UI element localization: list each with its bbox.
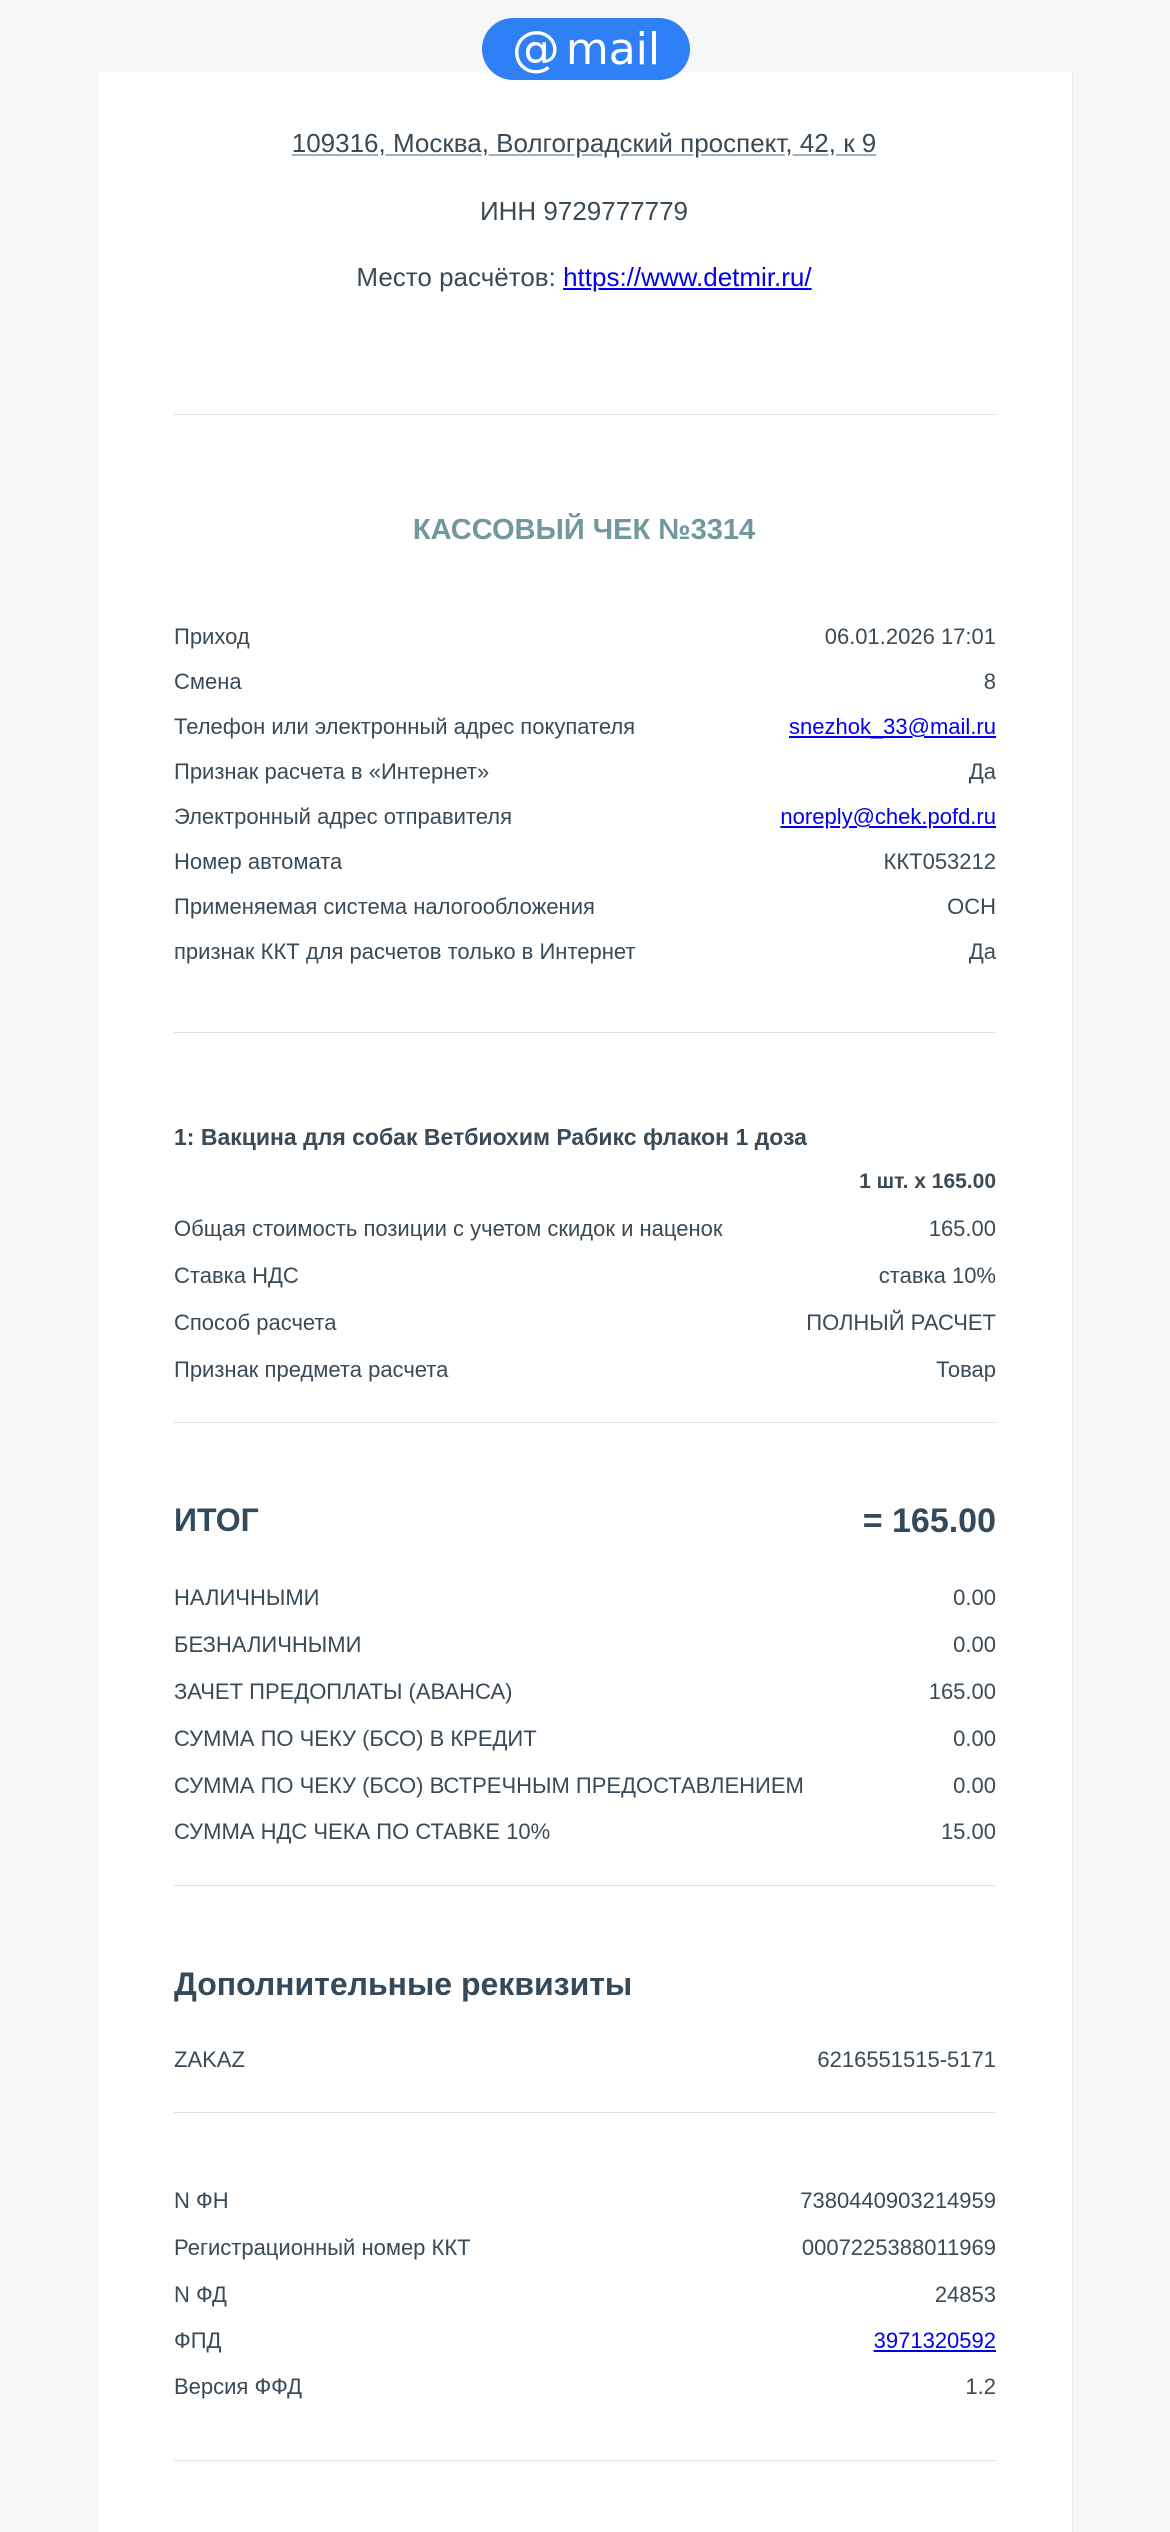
divider	[174, 1422, 996, 1423]
fiscal-value: 0007225388011969	[801, 2235, 996, 2260]
at-sign-icon: @	[511, 21, 560, 77]
total-label: ИТОГ	[174, 1502, 259, 1538]
info-row	[174, 624, 996, 650]
divider	[174, 414, 996, 415]
fiscal-value: 24853	[934, 2282, 996, 2307]
item-row	[174, 1263, 996, 1289]
item-row-label: Общая стоимость позиции с учетом скидок и наценок	[174, 1216, 723, 1241]
info-label: признак ККТ для расчетов только в Интернет	[174, 939, 636, 964]
info-row	[174, 669, 996, 695]
item-row-value: Товар	[936, 1357, 996, 1382]
receipt-sheet	[97, 72, 1073, 2532]
payment-label: НАЛИЧНЫМИ	[174, 1585, 320, 1610]
fiscal-label: Регистрационный номер ККТ	[174, 2235, 471, 2260]
store-address-line	[97, 128, 1071, 159]
fiscal-row	[174, 2235, 996, 2261]
item-row-label: Ставка НДС	[174, 1263, 299, 1288]
info-label: Электронный адрес отправителя	[174, 804, 513, 829]
payment-value: 0.00	[953, 1585, 996, 1610]
item-row-value: ставка 10%	[878, 1263, 996, 1288]
total-value: = 165.00	[862, 1502, 996, 1540]
receipt-title: КАССОВЫЙ ЧЕК №3314	[412, 514, 756, 546]
divider	[174, 1885, 996, 1886]
payment-row	[174, 1726, 996, 1752]
payment-row	[174, 1679, 996, 1705]
info-row	[174, 759, 996, 785]
extra-value: 6216551515-5171	[817, 2047, 996, 2072]
item-row	[174, 1357, 996, 1383]
info-row	[174, 894, 996, 920]
payment-label: СУММА ПО ЧЕКУ (БСО) В КРЕДИТ	[174, 1726, 537, 1751]
fiscal-value: 7380440903214959	[800, 2188, 996, 2213]
info-label: Телефон или электронный адрес покупателя	[174, 714, 636, 739]
info-label: Номер автомата	[174, 849, 343, 874]
divider	[174, 2112, 996, 2113]
buyer-email-link[interactable]: snezhok_33@mail.ru	[789, 714, 996, 739]
info-label: Применяемая система налогообложения	[174, 894, 595, 919]
info-label: Признак расчета в «Интернет»	[174, 759, 490, 784]
info-value: ОСН	[947, 894, 996, 919]
extra-row	[174, 2047, 996, 2073]
extra-heading: Дополнительные реквизиты	[174, 1966, 633, 2002]
payment-label: ЗАЧЕТ ПРЕДОПЛАТЫ (АВАНСА)	[174, 1679, 513, 1704]
item-row-value: ПОЛНЫЙ РАСЧЕТ	[806, 1310, 996, 1335]
fiscal-value: 1.2	[965, 2374, 996, 2399]
info-row	[174, 939, 996, 965]
extra-label: ZAKAZ	[174, 2047, 245, 2072]
logo-text: mail	[565, 23, 661, 75]
payment-value: 15.00	[940, 1819, 996, 1844]
item-row-label: Признак предмета расчета	[174, 1357, 449, 1382]
info-row	[174, 849, 996, 875]
item-title: 1: Вакцина для собак Ветбиохим Рабикс флакон 1 доза	[174, 1124, 807, 1150]
info-label: Смена	[174, 669, 242, 694]
info-value: Да	[968, 939, 996, 964]
info-value: 8	[983, 669, 996, 694]
fpd-link[interactable]: 3971320592	[873, 2328, 996, 2353]
info-value: Да	[968, 759, 996, 784]
fiscal-label: N ФД	[174, 2282, 227, 2307]
payment-label: СУММА НДС ЧЕКА ПО СТАВКЕ 10%	[174, 1819, 551, 1844]
fiscal-label: N ФН	[174, 2188, 229, 2213]
payment-value: 0.00	[953, 1632, 996, 1657]
item-row-value: 165.00	[928, 1216, 996, 1241]
payment-value: 165.00	[928, 1679, 996, 1704]
fiscal-label: Версия ФФД	[174, 2374, 303, 2399]
mail-logo[interactable]	[482, 18, 690, 80]
sender-email-link[interactable]: noreply@chek.pofd.ru	[780, 804, 996, 829]
fiscal-row	[174, 2328, 996, 2354]
info-value: ККТ053212	[883, 849, 996, 874]
info-value: 06.01.2026 17:01	[824, 624, 996, 649]
fiscal-row	[174, 2188, 996, 2214]
payment-place-link[interactable]: https://www.detmir.ru/	[563, 262, 812, 292]
payment-label: БЕЗНАЛИЧНЫМИ	[174, 1632, 362, 1657]
info-label: Приход	[174, 624, 250, 649]
payment-row	[174, 1585, 996, 1611]
fiscal-row	[174, 2374, 996, 2400]
divider	[174, 1032, 996, 1033]
item-row	[174, 1310, 996, 1336]
item-row-label: Способ расчета	[174, 1310, 337, 1335]
fiscal-label: ФПД	[174, 2328, 222, 2353]
payment-value: 0.00	[953, 1773, 996, 1798]
info-row	[174, 714, 996, 740]
store-inn: ИНН 9729777779	[479, 196, 689, 226]
fiscal-row	[174, 2282, 996, 2308]
item-row	[174, 1216, 996, 1242]
info-row	[174, 804, 996, 830]
divider	[174, 2460, 996, 2461]
payment-row	[174, 1819, 996, 1845]
payment-row	[174, 1773, 996, 1799]
item-quantity: 1 шт. х 165.00	[859, 1170, 996, 1193]
payment-row	[174, 1632, 996, 1658]
payment-place	[97, 262, 1071, 293]
payment-place-label: Место расчётов:	[356, 262, 564, 292]
store-address[interactable]: 109316, Москва, Волгоградский проспект, 42, к 9	[291, 128, 877, 158]
payment-value: 0.00	[953, 1726, 996, 1751]
payment-label: СУММА ПО ЧЕКУ (БСО) ВСТРЕЧНЫМ ПРЕДОСТАВЛЕНИЕМ	[174, 1773, 804, 1798]
